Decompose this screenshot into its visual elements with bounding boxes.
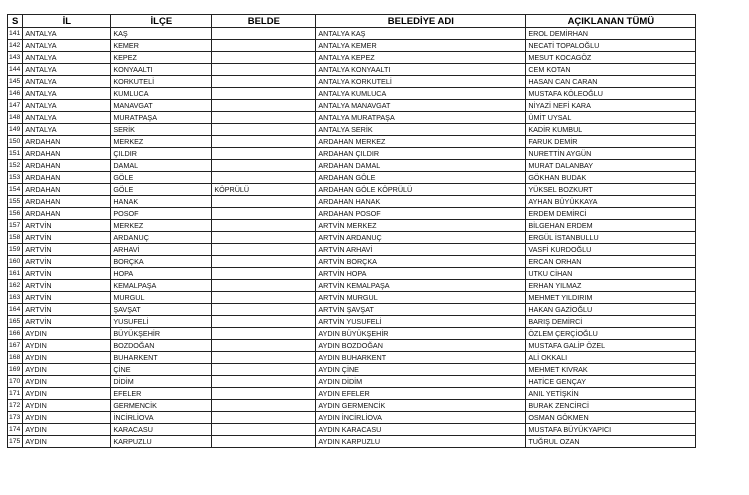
belediye-adi-cell: ARTVİN MURGUL bbox=[316, 292, 526, 304]
belediye-adi-cell: ANTALYA KEPEZ bbox=[316, 52, 526, 64]
table-row bbox=[8, 364, 696, 376]
ilce-cell: GÖLE bbox=[111, 184, 212, 196]
table-row bbox=[8, 424, 696, 436]
belediye-adi-cell: ANTALYA SERİK bbox=[316, 124, 526, 136]
ilce-cell: KONYAALTI bbox=[111, 64, 212, 76]
table-row bbox=[8, 388, 696, 400]
il-cell: ARTVİN bbox=[23, 304, 111, 316]
row-number: 171 bbox=[8, 388, 23, 400]
belediye-adi-cell: ARDAHAN DAMAL bbox=[316, 160, 526, 172]
ilce-cell: KEMER bbox=[111, 40, 212, 52]
il-cell: ARTVİN bbox=[23, 244, 111, 256]
il-cell: AYDIN bbox=[23, 400, 111, 412]
belde-cell bbox=[212, 64, 316, 76]
aciklanan-cell: BURAK ZENCİRCİ bbox=[526, 400, 696, 412]
header-il: İL bbox=[23, 15, 111, 28]
row-number: 164 bbox=[8, 304, 23, 316]
row-number: 172 bbox=[8, 400, 23, 412]
belde-cell bbox=[212, 316, 316, 328]
row-number: 155 bbox=[8, 196, 23, 208]
il-cell: ANTALYA bbox=[23, 112, 111, 124]
aciklanan-cell: TUĞRUL OZAN bbox=[526, 436, 696, 448]
il-cell: ANTALYA bbox=[23, 40, 111, 52]
belde-cell bbox=[212, 136, 316, 148]
candidate-table bbox=[7, 14, 696, 448]
belediye-adi-cell: AYDIN DİDİM bbox=[316, 376, 526, 388]
table-row bbox=[8, 328, 696, 340]
ilce-cell: KAŞ bbox=[111, 28, 212, 40]
il-cell: AYDIN bbox=[23, 328, 111, 340]
aciklanan-cell: ERGÜL İSTANBULLU bbox=[526, 232, 696, 244]
table-row bbox=[8, 256, 696, 268]
table-row bbox=[8, 292, 696, 304]
aciklanan-cell: UTKU CİHAN bbox=[526, 268, 696, 280]
row-number: 163 bbox=[8, 292, 23, 304]
row-number: 162 bbox=[8, 280, 23, 292]
row-number: 165 bbox=[8, 316, 23, 328]
belediye-adi-cell: ANTALYA MURATPAŞA bbox=[316, 112, 526, 124]
belde-cell bbox=[212, 292, 316, 304]
header-belediye-adi: BELEDİYE ADI bbox=[316, 15, 526, 28]
belde-cell bbox=[212, 124, 316, 136]
aciklanan-cell: GÖKHAN BUDAK bbox=[526, 172, 696, 184]
il-cell: ARTVİN bbox=[23, 220, 111, 232]
belediye-adi-cell: AYDIN EFELER bbox=[316, 388, 526, 400]
belde-cell bbox=[212, 352, 316, 364]
aciklanan-cell: ÜMİT UYSAL bbox=[526, 112, 696, 124]
aciklanan-cell: ERDEM DEMİRCİ bbox=[526, 208, 696, 220]
belediye-adi-cell: ARDAHAN MERKEZ bbox=[316, 136, 526, 148]
table-row bbox=[8, 76, 696, 88]
il-cell: ANTALYA bbox=[23, 64, 111, 76]
row-number: 175 bbox=[8, 436, 23, 448]
row-number: 173 bbox=[8, 412, 23, 424]
ilce-cell: HANAK bbox=[111, 196, 212, 208]
belde-cell bbox=[212, 388, 316, 400]
ilce-cell: SERİK bbox=[111, 124, 212, 136]
belde-cell bbox=[212, 52, 316, 64]
belediye-adi-cell: AYDIN GERMENCİK bbox=[316, 400, 526, 412]
table-row bbox=[8, 148, 696, 160]
il-cell: AYDIN bbox=[23, 388, 111, 400]
belde-cell bbox=[212, 304, 316, 316]
belde-cell bbox=[212, 256, 316, 268]
belediye-adi-cell: ARTVİN ARDANUÇ bbox=[316, 232, 526, 244]
belediye-adi-cell: ARDAHAN GÖLE bbox=[316, 172, 526, 184]
il-cell: ARTVİN bbox=[23, 292, 111, 304]
row-number: 141 bbox=[8, 28, 23, 40]
row-number: 144 bbox=[8, 64, 23, 76]
row-number: 150 bbox=[8, 136, 23, 148]
table-row bbox=[8, 244, 696, 256]
aciklanan-cell: ERHAN YILMAZ bbox=[526, 280, 696, 292]
header-belde: BELDE bbox=[212, 15, 316, 28]
belde-cell bbox=[212, 88, 316, 100]
row-number: 152 bbox=[8, 160, 23, 172]
table-row bbox=[8, 136, 696, 148]
belediye-adi-cell: AYDIN KARPUZLU bbox=[316, 436, 526, 448]
table-row bbox=[8, 88, 696, 100]
belediye-adi-cell: ARTVİN KEMALPAŞA bbox=[316, 280, 526, 292]
row-number: 160 bbox=[8, 256, 23, 268]
ilce-cell: BUHARKENT bbox=[111, 352, 212, 364]
aciklanan-cell: NİYAZİ NEFİ KARA bbox=[526, 100, 696, 112]
belediye-adi-cell: AYDIN İNCİRLİOVA bbox=[316, 412, 526, 424]
il-cell: ANTALYA bbox=[23, 124, 111, 136]
ilce-cell: KUMLUCA bbox=[111, 88, 212, 100]
row-number: 153 bbox=[8, 172, 23, 184]
ilce-cell: POSOF bbox=[111, 208, 212, 220]
belde-cell bbox=[212, 412, 316, 424]
ilce-cell: KEPEZ bbox=[111, 52, 212, 64]
table-row bbox=[8, 316, 696, 328]
il-cell: AYDIN bbox=[23, 436, 111, 448]
belde-cell bbox=[212, 100, 316, 112]
header-row bbox=[8, 15, 696, 28]
table-row bbox=[8, 268, 696, 280]
row-number: 159 bbox=[8, 244, 23, 256]
belediye-adi-cell: AYDIN BÜYÜKŞEHİR bbox=[316, 328, 526, 340]
belediye-adi-cell: ANTALYA MANAVGAT bbox=[316, 100, 526, 112]
table-row bbox=[8, 160, 696, 172]
belde-cell bbox=[212, 76, 316, 88]
belde-cell bbox=[212, 196, 316, 208]
aciklanan-cell: YÜKSEL BOZKURT bbox=[526, 184, 696, 196]
aciklanan-cell: EROL DEMİRHAN bbox=[526, 28, 696, 40]
aciklanan-cell: HASAN CAN CARAN bbox=[526, 76, 696, 88]
row-number: 161 bbox=[8, 268, 23, 280]
belediye-adi-cell: ARDAHAN ÇILDIR bbox=[316, 148, 526, 160]
row-number: 169 bbox=[8, 364, 23, 376]
belde-cell bbox=[212, 244, 316, 256]
aciklanan-cell: MUSTAFA KÖLEOĞLU bbox=[526, 88, 696, 100]
belde-cell bbox=[212, 28, 316, 40]
aciklanan-cell: MEHMET KIVRAK bbox=[526, 364, 696, 376]
belediye-adi-cell: ANTALYA KUMLUCA bbox=[316, 88, 526, 100]
ilce-cell: MURATPAŞA bbox=[111, 112, 212, 124]
belde-cell bbox=[212, 160, 316, 172]
belediye-adi-cell: ARTVİN MERKEZ bbox=[316, 220, 526, 232]
row-number: 158 bbox=[8, 232, 23, 244]
il-cell: ARTVİN bbox=[23, 232, 111, 244]
belediye-adi-cell: ANTALYA KORKUTELİ bbox=[316, 76, 526, 88]
belde-cell bbox=[212, 400, 316, 412]
row-number: 168 bbox=[8, 352, 23, 364]
row-number: 154 bbox=[8, 184, 23, 196]
row-number: 151 bbox=[8, 148, 23, 160]
il-cell: ARDAHAN bbox=[23, 172, 111, 184]
ilce-cell: ÇILDIR bbox=[111, 148, 212, 160]
belde-cell: KÖPRÜLÜ bbox=[212, 184, 316, 196]
belediye-adi-cell: ANTALYA KAŞ bbox=[316, 28, 526, 40]
belediye-adi-cell: ARTVİN ARHAVİ bbox=[316, 244, 526, 256]
aciklanan-cell: CEM KOTAN bbox=[526, 64, 696, 76]
aciklanan-cell: NECATİ TOPALOĞLU bbox=[526, 40, 696, 52]
il-cell: AYDIN bbox=[23, 376, 111, 388]
il-cell: ARDAHAN bbox=[23, 208, 111, 220]
ilce-cell: BORÇKA bbox=[111, 256, 212, 268]
belde-cell bbox=[212, 280, 316, 292]
belde-cell bbox=[212, 208, 316, 220]
table-row bbox=[8, 220, 696, 232]
il-cell: ARDAHAN bbox=[23, 160, 111, 172]
ilce-cell: ŞAVŞAT bbox=[111, 304, 212, 316]
aciklanan-cell: ÖZLEM ÇERÇİOĞLU bbox=[526, 328, 696, 340]
il-cell: AYDIN bbox=[23, 364, 111, 376]
il-cell: ANTALYA bbox=[23, 88, 111, 100]
table-row bbox=[8, 40, 696, 52]
table-row bbox=[8, 304, 696, 316]
ilce-cell: HOPA bbox=[111, 268, 212, 280]
ilce-cell: KARACASU bbox=[111, 424, 212, 436]
belediye-adi-cell: ARDAHAN GÖLE KÖPRÜLÜ bbox=[316, 184, 526, 196]
il-cell: ARDAHAN bbox=[23, 196, 111, 208]
ilce-cell: DİDİM bbox=[111, 376, 212, 388]
ilce-cell: ÇİNE bbox=[111, 364, 212, 376]
il-cell: AYDIN bbox=[23, 352, 111, 364]
ilce-cell: MERKEZ bbox=[111, 220, 212, 232]
belde-cell bbox=[212, 40, 316, 52]
belediye-adi-cell: ARTVİN BORÇKA bbox=[316, 256, 526, 268]
table-row bbox=[8, 352, 696, 364]
header-aciklanan: AÇIKLANAN TÜMÜ bbox=[526, 15, 696, 28]
belediye-adi-cell: ARTVİN ŞAVŞAT bbox=[316, 304, 526, 316]
table-body bbox=[8, 28, 696, 448]
il-cell: AYDIN bbox=[23, 424, 111, 436]
table-row bbox=[8, 28, 696, 40]
ilce-cell: GÖLE bbox=[111, 172, 212, 184]
il-cell: ARDAHAN bbox=[23, 136, 111, 148]
ilce-cell: ARDANUÇ bbox=[111, 232, 212, 244]
ilce-cell: BÜYÜKŞEHİR bbox=[111, 328, 212, 340]
belde-cell bbox=[212, 340, 316, 352]
table-row bbox=[8, 100, 696, 112]
row-number: 170 bbox=[8, 376, 23, 388]
belediye-adi-cell: ARTVİN HOPA bbox=[316, 268, 526, 280]
aciklanan-cell: KADİR KUMBUL bbox=[526, 124, 696, 136]
row-number: 142 bbox=[8, 40, 23, 52]
table-row bbox=[8, 376, 696, 388]
header-s: S bbox=[8, 15, 23, 28]
ilce-cell: EFELER bbox=[111, 388, 212, 400]
aciklanan-cell: MUSTAFA GALİP ÖZEL bbox=[526, 340, 696, 352]
il-cell: ANTALYA bbox=[23, 100, 111, 112]
candidate-table-sheet bbox=[7, 14, 696, 448]
il-cell: ANTALYA bbox=[23, 76, 111, 88]
belediye-adi-cell: AYDIN BOZDOĞAN bbox=[316, 340, 526, 352]
aciklanan-cell: HATİCE GENÇAY bbox=[526, 376, 696, 388]
il-cell: ANTALYA bbox=[23, 52, 111, 64]
belediye-adi-cell: ARDAHAN HANAK bbox=[316, 196, 526, 208]
belde-cell bbox=[212, 148, 316, 160]
ilce-cell: BOZDOĞAN bbox=[111, 340, 212, 352]
aciklanan-cell: MUSTAFA BÜYÜKYAPICI bbox=[526, 424, 696, 436]
belediye-adi-cell: AYDIN ÇİNE bbox=[316, 364, 526, 376]
aciklanan-cell: AYHAN BÜYÜKKAYA bbox=[526, 196, 696, 208]
il-cell: AYDIN bbox=[23, 340, 111, 352]
belediye-adi-cell: AYDIN BUHARKENT bbox=[316, 352, 526, 364]
ilce-cell: MERKEZ bbox=[111, 136, 212, 148]
ilce-cell: DAMAL bbox=[111, 160, 212, 172]
row-number: 146 bbox=[8, 88, 23, 100]
belediye-adi-cell: ANTALYA KONYAALTI bbox=[316, 64, 526, 76]
table-row bbox=[8, 436, 696, 448]
belde-cell bbox=[212, 328, 316, 340]
ilce-cell: YUSUFELİ bbox=[111, 316, 212, 328]
table-row bbox=[8, 124, 696, 136]
belediye-adi-cell: ANTALYA KEMER bbox=[316, 40, 526, 52]
belde-cell bbox=[212, 232, 316, 244]
il-cell: AYDIN bbox=[23, 412, 111, 424]
il-cell: ARDAHAN bbox=[23, 148, 111, 160]
table-row bbox=[8, 64, 696, 76]
il-cell: ANTALYA bbox=[23, 28, 111, 40]
table-row bbox=[8, 412, 696, 424]
belde-cell bbox=[212, 424, 316, 436]
table-row bbox=[8, 340, 696, 352]
ilce-cell: KEMALPAŞA bbox=[111, 280, 212, 292]
belde-cell bbox=[212, 376, 316, 388]
table-row bbox=[8, 112, 696, 124]
ilce-cell: ARHAVİ bbox=[111, 244, 212, 256]
row-number: 174 bbox=[8, 424, 23, 436]
ilce-cell: MURGUL bbox=[111, 292, 212, 304]
table-row bbox=[8, 232, 696, 244]
aciklanan-cell: ERCAN ORHAN bbox=[526, 256, 696, 268]
table-row bbox=[8, 172, 696, 184]
belde-cell bbox=[212, 436, 316, 448]
row-number: 166 bbox=[8, 328, 23, 340]
row-number: 157 bbox=[8, 220, 23, 232]
ilce-cell: MANAVGAT bbox=[111, 100, 212, 112]
ilce-cell: KARPUZLU bbox=[111, 436, 212, 448]
aciklanan-cell: MESUT KOCAGÖZ bbox=[526, 52, 696, 64]
ilce-cell: GERMENCİK bbox=[111, 400, 212, 412]
il-cell: ARDAHAN bbox=[23, 184, 111, 196]
belediye-adi-cell: ARTVİN YUSUFELİ bbox=[316, 316, 526, 328]
ilce-cell: KORKUTELİ bbox=[111, 76, 212, 88]
belediye-adi-cell: ARDAHAN POSOF bbox=[316, 208, 526, 220]
row-number: 145 bbox=[8, 76, 23, 88]
aciklanan-cell: FARUK DEMİR bbox=[526, 136, 696, 148]
table-row bbox=[8, 400, 696, 412]
row-number: 167 bbox=[8, 340, 23, 352]
row-number: 149 bbox=[8, 124, 23, 136]
row-number: 147 bbox=[8, 100, 23, 112]
belde-cell bbox=[212, 220, 316, 232]
table-row bbox=[8, 196, 696, 208]
row-number: 148 bbox=[8, 112, 23, 124]
belediye-adi-cell: AYDIN KARACASU bbox=[316, 424, 526, 436]
belde-cell bbox=[212, 364, 316, 376]
table-row bbox=[8, 184, 696, 196]
aciklanan-cell: ALİ OKKALI bbox=[526, 352, 696, 364]
aciklanan-cell: ANIL YETİŞKİN bbox=[526, 388, 696, 400]
aciklanan-cell: VASFİ KURDOĞLU bbox=[526, 244, 696, 256]
ilce-cell: İNCİRLİOVA bbox=[111, 412, 212, 424]
aciklanan-cell: HAKAN GAZİOĞLU bbox=[526, 304, 696, 316]
aciklanan-cell: BARIŞ DEMİRCİ bbox=[526, 316, 696, 328]
row-number: 143 bbox=[8, 52, 23, 64]
il-cell: ARTVİN bbox=[23, 256, 111, 268]
aciklanan-cell: OSMAN GÖKMEN bbox=[526, 412, 696, 424]
table-row bbox=[8, 208, 696, 220]
il-cell: ARTVİN bbox=[23, 316, 111, 328]
row-number: 156 bbox=[8, 208, 23, 220]
aciklanan-cell: MURAT DALANBAY bbox=[526, 160, 696, 172]
aciklanan-cell: MEHMET YILDIRIM bbox=[526, 292, 696, 304]
header-ilce: İLÇE bbox=[111, 15, 212, 28]
aciklanan-cell: BİLGEHAN ERDEM bbox=[526, 220, 696, 232]
il-cell: ARTVİN bbox=[23, 280, 111, 292]
aciklanan-cell: NURETTİN AYGÜN bbox=[526, 148, 696, 160]
table-row bbox=[8, 52, 696, 64]
il-cell: ARTVİN bbox=[23, 268, 111, 280]
belde-cell bbox=[212, 112, 316, 124]
belde-cell bbox=[212, 268, 316, 280]
belde-cell bbox=[212, 172, 316, 184]
table-row bbox=[8, 280, 696, 292]
